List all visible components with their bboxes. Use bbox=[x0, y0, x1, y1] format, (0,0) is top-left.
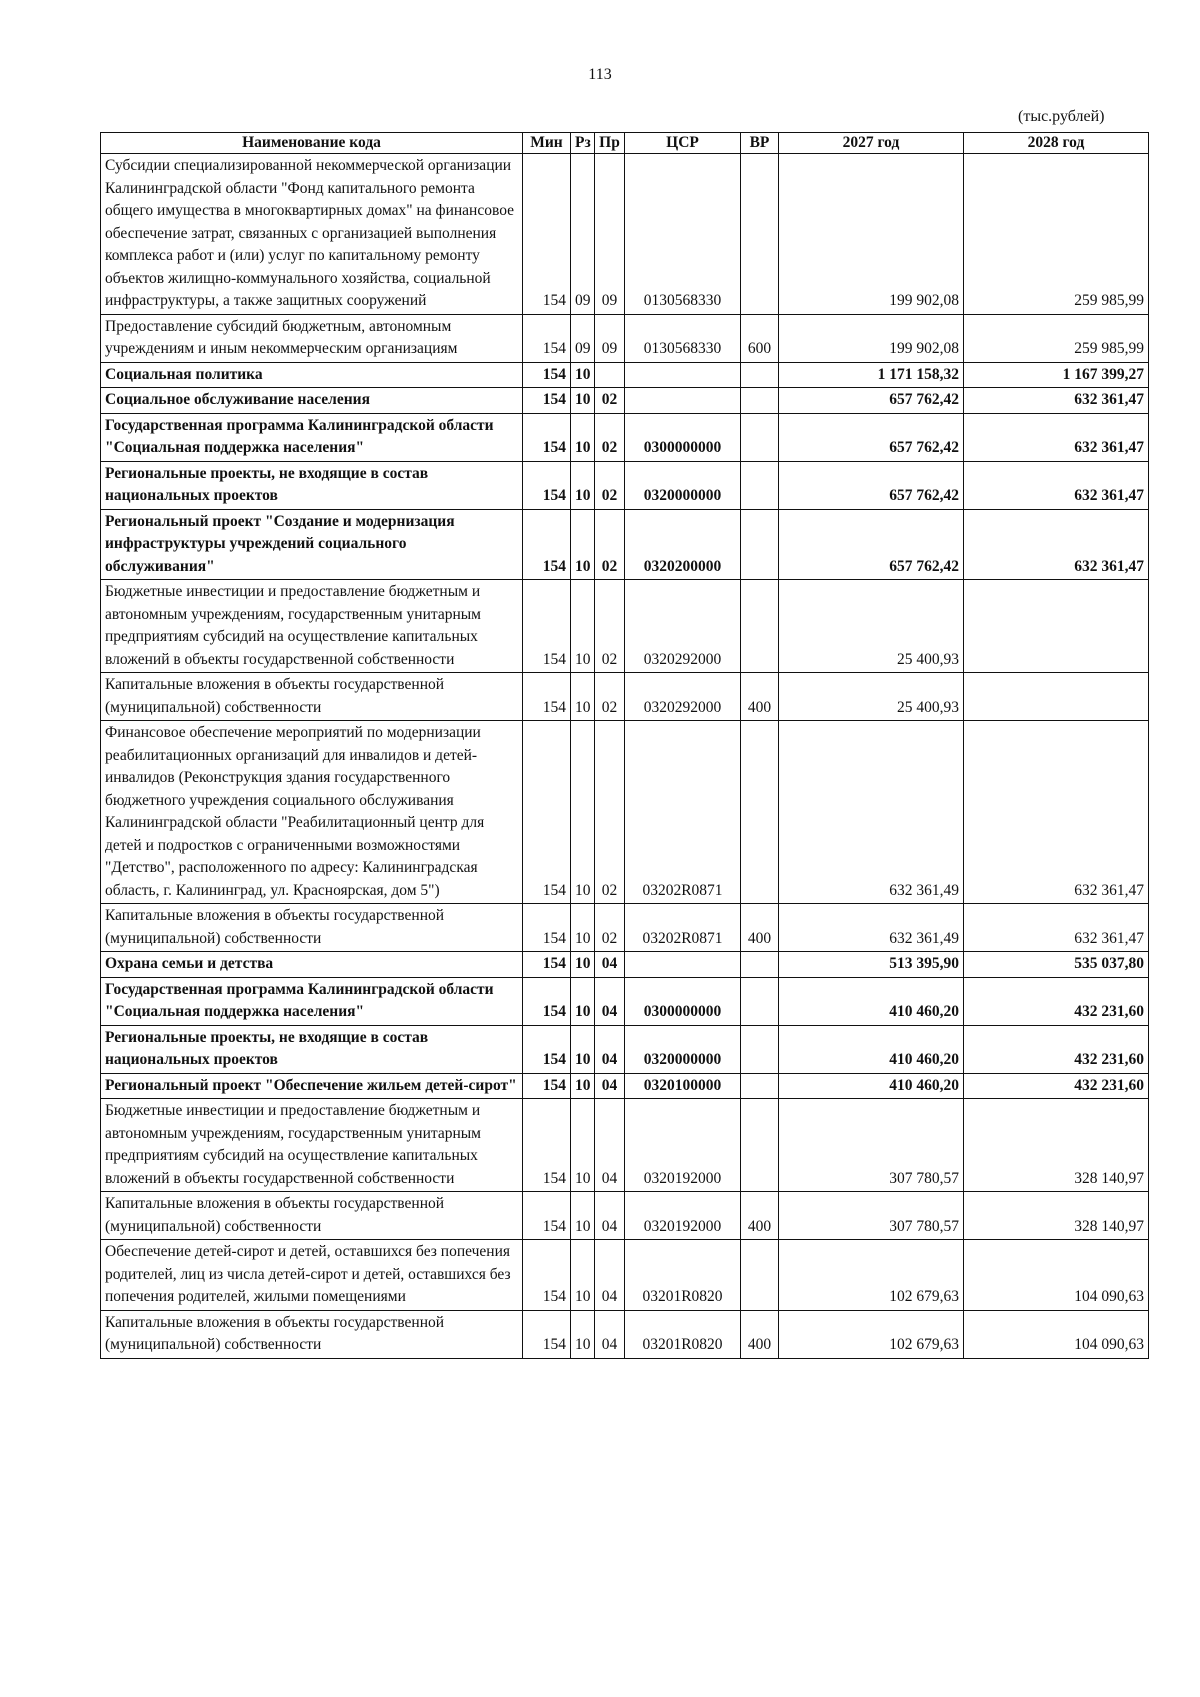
row-vr-cell bbox=[741, 1240, 779, 1311]
row-csr-cell bbox=[625, 952, 741, 978]
row-csr-cell: 0320292000 bbox=[625, 673, 741, 721]
row-csr-cell: 0320000000 bbox=[625, 1025, 741, 1073]
header-pr: Пр bbox=[595, 133, 625, 154]
row-csr-cell: 0130568330 bbox=[625, 314, 741, 362]
row-name-cell: Бюджетные инвестиции и предоставление бюджетным и автономным учреждениям, государственным унитарным предприятиям субсидий на осуществление капитальных вложений в объекты государственной собственности bbox=[101, 1099, 523, 1192]
row-vr-cell bbox=[741, 461, 779, 509]
row-min-cell: 154 bbox=[523, 721, 571, 904]
row-vr-cell bbox=[741, 509, 779, 580]
row-2028-cell: 259 985,99 bbox=[964, 154, 1149, 315]
row-csr-cell bbox=[625, 388, 741, 414]
row-2027-cell: 410 460,20 bbox=[779, 977, 964, 1025]
row-csr-cell: 0320000000 bbox=[625, 461, 741, 509]
row-2028-cell: 1 167 399,27 bbox=[964, 362, 1149, 388]
row-rz-cell: 10 bbox=[571, 580, 595, 673]
row-csr-cell: 03202R0871 bbox=[625, 721, 741, 904]
row-csr-cell: 0320292000 bbox=[625, 580, 741, 673]
row-min-cell: 154 bbox=[523, 509, 571, 580]
row-name-cell: Капитальные вложения в объекты государственной (муниципальной) собственности bbox=[101, 673, 523, 721]
row-pr-cell: 04 bbox=[595, 1099, 625, 1192]
row-vr-cell: 600 bbox=[741, 314, 779, 362]
row-rz-cell: 10 bbox=[571, 413, 595, 461]
row-2027-cell: 307 780,57 bbox=[779, 1192, 964, 1240]
table-row bbox=[101, 977, 1149, 1025]
row-2027-cell: 102 679,63 bbox=[779, 1310, 964, 1358]
row-2028-cell: 432 231,60 bbox=[964, 1073, 1149, 1099]
table-header-row bbox=[101, 133, 1149, 154]
row-vr-cell: 400 bbox=[741, 1310, 779, 1358]
row-name-cell: Обеспечение детей-сирот и детей, оставшихся без попечения родителей, лиц из числа детей-сирот и детей, оставшихся без попечения родителей, жилыми помещениями bbox=[101, 1240, 523, 1311]
row-csr-cell: 0130568330 bbox=[625, 154, 741, 315]
row-2028-cell bbox=[964, 580, 1149, 673]
row-2028-cell: 432 231,60 bbox=[964, 977, 1149, 1025]
header-csr: ЦСР bbox=[625, 133, 741, 154]
row-pr-cell: 09 bbox=[595, 154, 625, 315]
row-csr-cell: 0320192000 bbox=[625, 1099, 741, 1192]
row-2027-cell: 632 361,49 bbox=[779, 904, 964, 952]
row-name-cell: Субсидии специализированной некоммерческой организации Калининградской области "Фонд капитального ремонта общего имущества в многоквартирных домах" на финансовое обеспечение затрат, связанных с организацией выполнения комплекса работ и (или) услуг по капитальному ремонту объектов жилищно-коммунального хозяйства, социальной инфраструктуры, а также защитных сооружений bbox=[101, 154, 523, 315]
row-rz-cell: 10 bbox=[571, 1310, 595, 1358]
row-csr-cell bbox=[625, 362, 741, 388]
row-vr-cell: 400 bbox=[741, 1192, 779, 1240]
row-2028-cell: 104 090,63 bbox=[964, 1310, 1149, 1358]
row-2028-cell bbox=[964, 673, 1149, 721]
row-2027-cell: 307 780,57 bbox=[779, 1099, 964, 1192]
table-row bbox=[101, 362, 1149, 388]
row-rz-cell: 10 bbox=[571, 362, 595, 388]
table-row bbox=[101, 314, 1149, 362]
row-csr-cell: 0300000000 bbox=[625, 413, 741, 461]
row-name-cell: Бюджетные инвестиции и предоставление бюджетным и автономным учреждениям, государственным унитарным предприятиям субсидий на осуществление капитальных вложений в объекты государственной собственности bbox=[101, 580, 523, 673]
row-pr-cell: 02 bbox=[595, 721, 625, 904]
row-rz-cell: 10 bbox=[571, 977, 595, 1025]
row-2027-cell: 410 460,20 bbox=[779, 1073, 964, 1099]
row-min-cell: 154 bbox=[523, 673, 571, 721]
row-vr-cell: 400 bbox=[741, 904, 779, 952]
row-min-cell: 154 bbox=[523, 154, 571, 315]
row-min-cell: 154 bbox=[523, 904, 571, 952]
units-note: (тыс.рублей) bbox=[1018, 108, 1105, 125]
row-rz-cell: 10 bbox=[571, 1099, 595, 1192]
table-row bbox=[101, 673, 1149, 721]
table-row bbox=[101, 580, 1149, 673]
table-row bbox=[101, 721, 1149, 904]
row-2027-cell: 199 902,08 bbox=[779, 314, 964, 362]
row-name-cell: Охрана семьи и детства bbox=[101, 952, 523, 978]
row-rz-cell: 10 bbox=[571, 1025, 595, 1073]
row-rz-cell: 10 bbox=[571, 952, 595, 978]
row-2028-cell: 632 361,47 bbox=[964, 413, 1149, 461]
row-pr-cell: 02 bbox=[595, 413, 625, 461]
row-name-cell: Капитальные вложения в объекты государственной (муниципальной) собственности bbox=[101, 904, 523, 952]
row-rz-cell: 10 bbox=[571, 1240, 595, 1311]
row-2028-cell: 104 090,63 bbox=[964, 1240, 1149, 1311]
row-pr-cell: 04 bbox=[595, 1073, 625, 1099]
row-name-cell: Капитальные вложения в объекты государственной (муниципальной) собственности bbox=[101, 1192, 523, 1240]
row-2027-cell: 657 762,42 bbox=[779, 509, 964, 580]
row-min-cell: 154 bbox=[523, 461, 571, 509]
row-2027-cell: 657 762,42 bbox=[779, 388, 964, 414]
row-vr-cell bbox=[741, 362, 779, 388]
row-min-cell: 154 bbox=[523, 388, 571, 414]
row-name-cell: Государственная программа Калининградской области "Социальная поддержка населения" bbox=[101, 413, 523, 461]
row-pr-cell: 02 bbox=[595, 904, 625, 952]
header-rz: Рз bbox=[571, 133, 595, 154]
row-vr-cell bbox=[741, 721, 779, 904]
header-vr: ВР bbox=[741, 133, 779, 154]
row-name-cell: Социальная политика bbox=[101, 362, 523, 388]
row-pr-cell: 02 bbox=[595, 580, 625, 673]
row-min-cell: 154 bbox=[523, 362, 571, 388]
table-row bbox=[101, 1025, 1149, 1073]
row-pr-cell: 04 bbox=[595, 1025, 625, 1073]
row-vr-cell bbox=[741, 154, 779, 315]
table-row bbox=[101, 461, 1149, 509]
row-min-cell: 154 bbox=[523, 580, 571, 673]
row-pr-cell: 02 bbox=[595, 509, 625, 580]
row-name-cell: Предоставление субсидий бюджетным, автономным учреждениям и иным некоммерческим организациям bbox=[101, 314, 523, 362]
row-2028-cell: 632 361,47 bbox=[964, 904, 1149, 952]
row-2027-cell: 632 361,49 bbox=[779, 721, 964, 904]
row-rz-cell: 10 bbox=[571, 461, 595, 509]
row-2028-cell: 632 361,47 bbox=[964, 461, 1149, 509]
row-min-cell: 154 bbox=[523, 1025, 571, 1073]
row-min-cell: 154 bbox=[523, 1073, 571, 1099]
row-pr-cell: 04 bbox=[595, 1192, 625, 1240]
row-2027-cell: 657 762,42 bbox=[779, 413, 964, 461]
row-name-cell: Социальное обслуживание населения bbox=[101, 388, 523, 414]
row-2027-cell: 25 400,93 bbox=[779, 673, 964, 721]
page-number: 113 bbox=[588, 66, 612, 83]
row-pr-cell: 02 bbox=[595, 461, 625, 509]
row-csr-cell: 0320200000 bbox=[625, 509, 741, 580]
table-row bbox=[101, 413, 1149, 461]
row-pr-cell: 02 bbox=[595, 388, 625, 414]
header-2027: 2027 год bbox=[779, 133, 964, 154]
table-row bbox=[101, 1099, 1149, 1192]
row-vr-cell bbox=[741, 388, 779, 414]
row-2027-cell: 25 400,93 bbox=[779, 580, 964, 673]
row-csr-cell: 0320100000 bbox=[625, 1073, 741, 1099]
row-vr-cell bbox=[741, 1073, 779, 1099]
row-csr-cell: 0320192000 bbox=[625, 1192, 741, 1240]
row-rz-cell: 10 bbox=[571, 1192, 595, 1240]
row-csr-cell: 03201R0820 bbox=[625, 1240, 741, 1311]
row-2028-cell: 535 037,80 bbox=[964, 952, 1149, 978]
row-vr-cell bbox=[741, 977, 779, 1025]
table-row bbox=[101, 154, 1149, 315]
header-2028: 2028 год bbox=[964, 133, 1149, 154]
row-vr-cell bbox=[741, 580, 779, 673]
row-pr-cell: 04 bbox=[595, 952, 625, 978]
budget-table bbox=[100, 132, 1149, 1359]
row-vr-cell bbox=[741, 1099, 779, 1192]
row-2028-cell: 328 140,97 bbox=[964, 1099, 1149, 1192]
row-2028-cell: 632 361,47 bbox=[964, 388, 1149, 414]
row-rz-cell: 09 bbox=[571, 154, 595, 315]
row-name-cell: Региональный проект "Обеспечение жильем детей-сирот" bbox=[101, 1073, 523, 1099]
row-2028-cell: 432 231,60 bbox=[964, 1025, 1149, 1073]
row-pr-cell: 02 bbox=[595, 673, 625, 721]
row-pr-cell: 04 bbox=[595, 1240, 625, 1311]
header-min: Мин bbox=[523, 133, 571, 154]
row-name-cell: Региональный проект "Создание и модернизация инфраструктуры учреждений социального обслуживания" bbox=[101, 509, 523, 580]
row-2027-cell: 657 762,42 bbox=[779, 461, 964, 509]
table-row bbox=[101, 1192, 1149, 1240]
table-body bbox=[101, 154, 1149, 1359]
row-pr-cell bbox=[595, 362, 625, 388]
row-vr-cell bbox=[741, 1025, 779, 1073]
table-row bbox=[101, 1073, 1149, 1099]
row-2027-cell: 1 171 158,32 bbox=[779, 362, 964, 388]
row-min-cell: 154 bbox=[523, 1240, 571, 1311]
row-vr-cell: 400 bbox=[741, 673, 779, 721]
table-row bbox=[101, 388, 1149, 414]
row-name-cell: Государственная программа Калининградской области "Социальная поддержка населения" bbox=[101, 977, 523, 1025]
table-row bbox=[101, 1310, 1149, 1358]
row-pr-cell: 04 bbox=[595, 977, 625, 1025]
table-row bbox=[101, 1240, 1149, 1311]
row-min-cell: 154 bbox=[523, 977, 571, 1025]
row-min-cell: 154 bbox=[523, 1099, 571, 1192]
table-row bbox=[101, 952, 1149, 978]
row-min-cell: 154 bbox=[523, 1192, 571, 1240]
row-min-cell: 154 bbox=[523, 1310, 571, 1358]
table-row bbox=[101, 904, 1149, 952]
row-rz-cell: 10 bbox=[571, 673, 595, 721]
row-rz-cell: 10 bbox=[571, 1073, 595, 1099]
row-2028-cell: 632 361,47 bbox=[964, 509, 1149, 580]
row-rz-cell: 10 bbox=[571, 509, 595, 580]
header-name: Наименование кода bbox=[101, 133, 523, 154]
row-min-cell: 154 bbox=[523, 952, 571, 978]
row-2028-cell: 259 985,99 bbox=[964, 314, 1149, 362]
row-name-cell: Финансовое обеспечение мероприятий по модернизации реабилитационных организаций для инвалидов и детей-инвалидов (Реконструкция здания государственного бюджетного учреждения социального обслуживания Калининградской области "Реабилитационный центр для детей и подростков с ограниченными возможностями "Детство", расположенного по адресу: Калининградская область, г. Калининград, ул. Красноярская, дом 5") bbox=[101, 721, 523, 904]
table-row bbox=[101, 509, 1149, 580]
row-csr-cell: 03201R0820 bbox=[625, 1310, 741, 1358]
row-csr-cell: 0300000000 bbox=[625, 977, 741, 1025]
row-2028-cell: 632 361,47 bbox=[964, 721, 1149, 904]
row-vr-cell bbox=[741, 952, 779, 978]
row-rz-cell: 10 bbox=[571, 721, 595, 904]
row-2027-cell: 102 679,63 bbox=[779, 1240, 964, 1311]
row-2027-cell: 513 395,90 bbox=[779, 952, 964, 978]
row-pr-cell: 04 bbox=[595, 1310, 625, 1358]
row-rz-cell: 10 bbox=[571, 388, 595, 414]
row-min-cell: 154 bbox=[523, 314, 571, 362]
row-2027-cell: 410 460,20 bbox=[779, 1025, 964, 1073]
row-csr-cell: 03202R0871 bbox=[625, 904, 741, 952]
row-min-cell: 154 bbox=[523, 413, 571, 461]
row-2028-cell: 328 140,97 bbox=[964, 1192, 1149, 1240]
row-rz-cell: 09 bbox=[571, 314, 595, 362]
row-vr-cell bbox=[741, 413, 779, 461]
row-name-cell: Региональные проекты, не входящие в состав национальных проектов bbox=[101, 1025, 523, 1073]
row-rz-cell: 10 bbox=[571, 904, 595, 952]
row-name-cell: Капитальные вложения в объекты государственной (муниципальной) собственности bbox=[101, 1310, 523, 1358]
row-name-cell: Региональные проекты, не входящие в состав национальных проектов bbox=[101, 461, 523, 509]
row-pr-cell: 09 bbox=[595, 314, 625, 362]
row-2027-cell: 199 902,08 bbox=[779, 154, 964, 315]
